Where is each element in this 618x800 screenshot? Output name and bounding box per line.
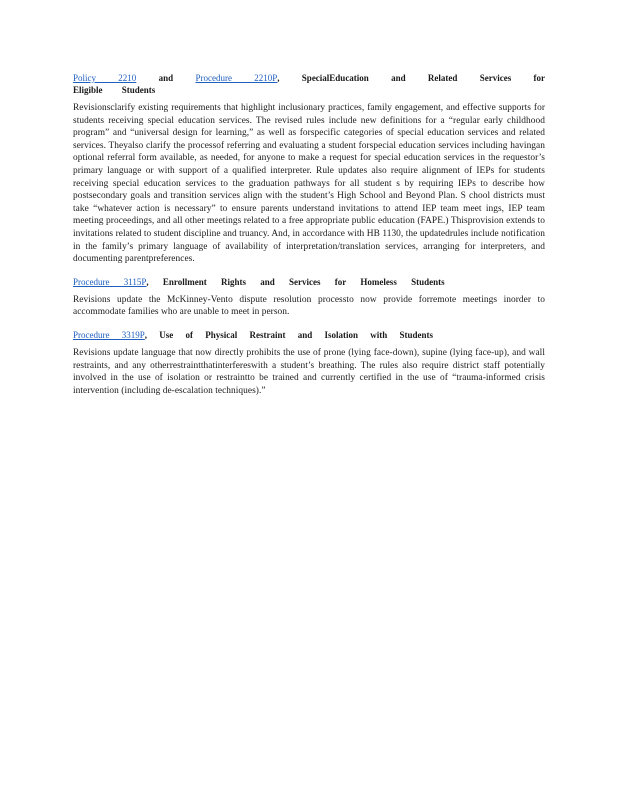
- procedure-3115p-section: [73, 276, 545, 319]
- procedure-3115p-link[interactable]: Procedure 3115P: [73, 276, 147, 287]
- section-body: Revisions update language that now directly prohibits the use of prone (lying face-down), supine (lying face-up), and wall restraints, and any otherrestraintthatinterfereswith a student’s breathing. The rules also require district staff potentially involved in the use of isolation or restraintto be trained and currently certified in the use of “trauma-informed crisis intervention (including de-escalation techniques).”: [73, 347, 545, 396]
- procedure-3319p-section: [73, 329, 545, 397]
- heading-title: , Enrollment Rights and Services for Homeless Students: [146, 276, 445, 287]
- heading-title: , Use of Physical Restraint and Isolation with Students: [144, 329, 434, 340]
- section-heading: [73, 72, 545, 96]
- heading-and: and: [158, 73, 174, 83]
- policy-2210-link[interactable]: Policy 2210: [73, 73, 137, 83]
- section-heading: [73, 329, 545, 341]
- section-heading: [73, 276, 545, 288]
- policy-2210-section: [73, 72, 545, 266]
- procedure-2210p-link[interactable]: Procedure 2210P: [195, 73, 278, 83]
- document-page: [73, 72, 545, 407]
- heading-title: , SpecialEducation and Related Services for Eligible Students: [73, 73, 546, 95]
- section-body: Revisions update the McKinney-Vento dispute resolution processto now provide forremote meetings inorder to accommodate families who are unable to meet in person.: [73, 294, 545, 318]
- section-body: Revisionsclarify existing requirements that highlight inclusionary practices, family engagement, and effective supports for students receiving special education services. The revised rules include new definitions for a “regular early childhood program” and “universal design for learning,” as well as forspecific categories of special education services and related services. Theyalso clarify the processof referring and evaluating a student forspecial education services including havingan optional referral form available, as needed, for anyone to make a request for special education services in the requestor’s primary language or with support of a qualified interpreter. Rule updates also require alignment of IEPs for students receiving special education services to the graduation pathways for all student s by requiring IEPs to describe how postsecondary goals and transition services align with the student’s High School and Beyond Plan. S chool districts must take “whatever action is necessary” to ensure parents understand invitations to attend IEP team meet ings, IEP team meeting proceedings, and all other meetings related to a free appropriate public education (FAPE.) Thisprovision extends to invitations related to student discipline and truancy. And, in accordance with HB 1130, the updatedrules include notification in the family’s primary language of availability of interpretation/translation services, arranging for interpreters, and documenting parentpreferences.: [73, 103, 545, 265]
- procedure-3319p-link[interactable]: Procedure 3319P: [73, 329, 145, 340]
